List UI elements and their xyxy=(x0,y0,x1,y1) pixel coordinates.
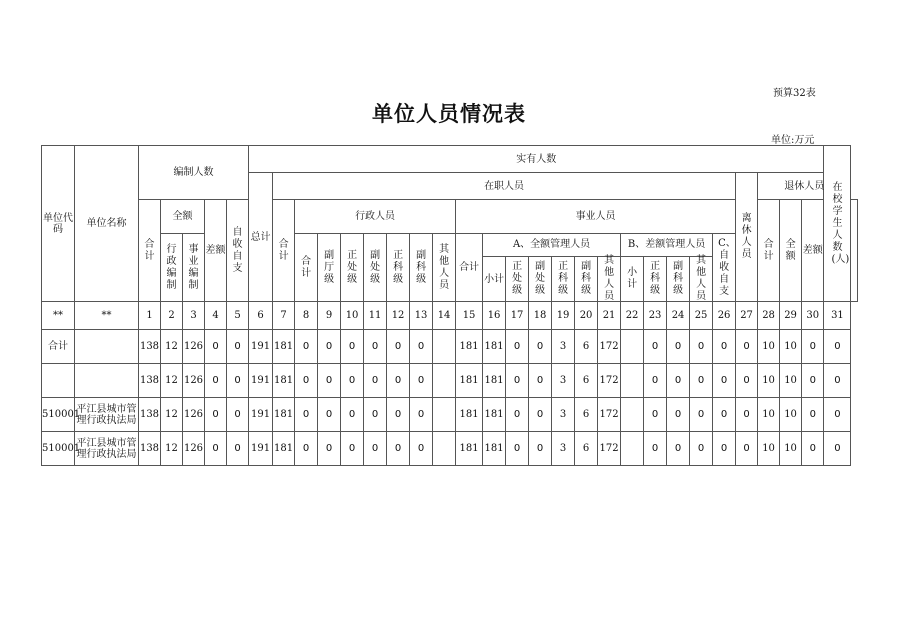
col-header-sy-heji: 合计 xyxy=(456,234,483,302)
column-number: 19 xyxy=(552,302,575,330)
table-cell: 0 xyxy=(667,330,690,364)
table-cell: 0 xyxy=(644,330,667,364)
table-cell: 0 xyxy=(802,432,824,466)
column-number: 27 xyxy=(736,302,758,330)
table-cell: 0 xyxy=(410,330,433,364)
table-cell: 10 xyxy=(758,330,780,364)
table-cell xyxy=(433,398,456,432)
column-number: 26 xyxy=(713,302,736,330)
table-cell: 0 xyxy=(644,398,667,432)
col-header-zhengchu: 正处级 xyxy=(347,249,358,285)
column-number: 12 xyxy=(387,302,410,330)
col-header-futing: 副厅级 xyxy=(324,249,335,285)
table-cell: 0 xyxy=(295,364,318,398)
col-header-a-group: A、全额管理人员 xyxy=(483,234,620,257)
column-number: 24 xyxy=(667,302,690,330)
table-cell: 0 xyxy=(506,432,529,466)
table-cell: 0 xyxy=(802,330,824,364)
col-header-zongji: 总计 xyxy=(249,173,273,302)
col-header-fuke: 副科级 xyxy=(416,249,427,285)
col-header-quane: 全额 xyxy=(161,200,205,234)
table-cell: 0 xyxy=(690,398,713,432)
table-cell: 6 xyxy=(575,432,598,466)
table-row xyxy=(42,330,858,364)
table-cell: 0 xyxy=(736,398,758,432)
table-cell: 0 xyxy=(205,398,227,432)
table-cell: 172 xyxy=(598,398,621,432)
col-header-xz-heji: 合计 xyxy=(301,255,312,279)
table-cell: 0 xyxy=(713,432,736,466)
col-header-a-zhengchu: 正处级 xyxy=(512,261,523,296)
table-cell: 0 xyxy=(736,432,758,466)
table-cell: 12 xyxy=(161,398,183,432)
table-cell: 10 xyxy=(758,364,780,398)
currency-unit: 单位:万元 xyxy=(771,135,815,146)
column-number-row xyxy=(42,302,858,330)
table-cell: 0 xyxy=(341,330,364,364)
column-number: 30 xyxy=(802,302,824,330)
table-cell: 0 xyxy=(205,364,227,398)
column-number: 18 xyxy=(529,302,552,330)
table-cell: 0 xyxy=(341,364,364,398)
column-number: 21 xyxy=(598,302,621,330)
table-cell: 10 xyxy=(780,330,802,364)
col-header-bianzhi: 编制人数 xyxy=(139,146,249,200)
table-cell: 0 xyxy=(364,432,387,466)
table-cell: 191 xyxy=(249,398,273,432)
column-number: 17 xyxy=(506,302,529,330)
col-header-heji: 合计 xyxy=(144,238,155,262)
table-row xyxy=(42,432,858,466)
table-cell: 0 xyxy=(387,364,410,398)
unit-name-cell: 平江县城市管理行政执法局 xyxy=(75,398,139,432)
table-cell xyxy=(621,432,644,466)
column-number: 13 xyxy=(410,302,433,330)
table-cell: 0 xyxy=(667,398,690,432)
col-header-chae: 差额 xyxy=(205,200,227,302)
table-cell: 0 xyxy=(410,398,433,432)
table-cell: 0 xyxy=(667,364,690,398)
table-cell: 6 xyxy=(575,364,598,398)
table-cell: 191 xyxy=(249,364,273,398)
table-cell: 3 xyxy=(552,364,575,398)
table-cell: 0 xyxy=(295,330,318,364)
table-cell: 181 xyxy=(456,398,483,432)
table-cell: 0 xyxy=(227,364,249,398)
table-cell: 172 xyxy=(598,432,621,466)
col-header-a-xiaoji: 小计 xyxy=(484,273,505,285)
table-cell: 181 xyxy=(483,398,506,432)
table-cell: 10 xyxy=(758,398,780,432)
col-header-unit-name: 单位名称 xyxy=(75,146,139,302)
column-number: 3 xyxy=(183,302,205,330)
table-cell xyxy=(433,330,456,364)
unit-name-cell xyxy=(75,330,139,364)
col-header-zaizhi-heji: 合计 xyxy=(278,238,289,262)
table-cell: 0 xyxy=(736,364,758,398)
col-header-a-zhengke: 正科级 xyxy=(558,261,569,296)
table-row xyxy=(42,364,858,398)
table-cell: 0 xyxy=(529,364,552,398)
table-cell: 10 xyxy=(780,398,802,432)
table-cell: 0 xyxy=(506,364,529,398)
table-cell: 138 xyxy=(139,398,161,432)
table-cell: 3 xyxy=(552,398,575,432)
column-number: 15 xyxy=(456,302,483,330)
table-cell xyxy=(621,330,644,364)
table-cell: 0 xyxy=(690,432,713,466)
table-cell: 126 xyxy=(183,432,205,466)
col-header-zaixiao: 在校学生人数(人) xyxy=(831,181,850,265)
table-cell: 181 xyxy=(456,364,483,398)
table-cell: 138 xyxy=(139,330,161,364)
unit-code-cell: 合计 xyxy=(42,330,75,364)
table-cell: 12 xyxy=(161,432,183,466)
table-cell: 0 xyxy=(205,432,227,466)
table-cell: 181 xyxy=(456,330,483,364)
table-cell: 0 xyxy=(318,330,341,364)
table-cell: 181 xyxy=(273,398,295,432)
col-header-c-group: C、自收自支 xyxy=(718,237,736,297)
column-number: 11 xyxy=(364,302,387,330)
col-header-tuixiu-quane: 全额 xyxy=(785,238,796,262)
table-cell: 181 xyxy=(483,364,506,398)
col-header-b-group: B、差额管理人员 xyxy=(621,234,712,257)
table-cell: 6 xyxy=(575,398,598,432)
col-header-shiye-staff: 事业人员 xyxy=(456,200,736,234)
table-cell: 0 xyxy=(364,398,387,432)
col-header-lixiu: 离休人员 xyxy=(741,213,752,260)
table-cell: 0 xyxy=(205,330,227,364)
table-cell: 0 xyxy=(529,330,552,364)
table-cell xyxy=(433,432,456,466)
table-cell: 0 xyxy=(364,364,387,398)
table-cell: 0 xyxy=(824,398,851,432)
unit-code-cell xyxy=(42,364,75,398)
col-header-zhengke: 正科级 xyxy=(393,249,404,285)
table-cell: 0 xyxy=(410,364,433,398)
table-cell: 0 xyxy=(529,432,552,466)
table-cell: 0 xyxy=(364,330,387,364)
column-number: 20 xyxy=(575,302,598,330)
column-number: 22 xyxy=(621,302,644,330)
col-header-qita: 其他人员 xyxy=(439,243,450,291)
table-cell xyxy=(433,364,456,398)
column-number: 31 xyxy=(824,302,851,330)
table-cell: 0 xyxy=(713,364,736,398)
col-header-a-fuchu: 副处级 xyxy=(535,261,546,296)
column-number: 8 xyxy=(295,302,318,330)
column-number: 16 xyxy=(483,302,506,330)
table-cell: 191 xyxy=(249,330,273,364)
table-cell: 0 xyxy=(824,364,851,398)
col-header-unit-code: 单位代码 xyxy=(42,146,75,302)
table-cell: 181 xyxy=(456,432,483,466)
col-header-tuixiu-chae: 差额 xyxy=(802,200,824,302)
form-code: 预算32表 xyxy=(773,88,816,99)
table-cell: 0 xyxy=(644,432,667,466)
col-header-xingzheng-staff: 行政人员 xyxy=(295,200,456,234)
table-cell: 10 xyxy=(780,364,802,398)
table-cell: 0 xyxy=(713,330,736,364)
table-cell: 126 xyxy=(183,330,205,364)
column-number: 1 xyxy=(139,302,161,330)
table-cell: 0 xyxy=(318,432,341,466)
column-number: 14 xyxy=(433,302,456,330)
table-cell: 181 xyxy=(483,432,506,466)
table-cell: 10 xyxy=(758,432,780,466)
column-number: 2 xyxy=(161,302,183,330)
column-number: 23 xyxy=(644,302,667,330)
column-number: 4 xyxy=(205,302,227,330)
table-cell: 6 xyxy=(575,330,598,364)
col-header-b-qita: 其他人员 xyxy=(696,255,707,302)
col-header-fuchu: 副处级 xyxy=(370,249,381,285)
column-number: 29 xyxy=(780,302,802,330)
table-row xyxy=(42,398,858,432)
table-cell: 0 xyxy=(824,432,851,466)
table-cell: 181 xyxy=(273,364,295,398)
table-cell: 126 xyxy=(183,364,205,398)
table-cell: 12 xyxy=(161,364,183,398)
table-cell: 172 xyxy=(598,364,621,398)
col-header-b-xiaoji: 小计 xyxy=(627,267,638,290)
col-header-shiyou: 实有人数 xyxy=(249,146,824,173)
table-cell: 0 xyxy=(644,364,667,398)
col-header-zaizhi: 在职人员 xyxy=(273,173,736,200)
col-header-a-fuke: 副科级 xyxy=(581,261,592,296)
table-cell: 0 xyxy=(802,398,824,432)
column-number: ** xyxy=(42,302,75,330)
table-cell: 10 xyxy=(780,432,802,466)
table-cell: 3 xyxy=(552,432,575,466)
table-cell: 181 xyxy=(483,330,506,364)
table-cell: 0 xyxy=(506,330,529,364)
unit-code-cell: 510001 xyxy=(42,398,75,432)
column-number: 7 xyxy=(273,302,295,330)
table-cell: 0 xyxy=(736,330,758,364)
table-cell: 0 xyxy=(802,364,824,398)
col-header-zishou: 自收自支 xyxy=(232,226,243,274)
table-cell: 0 xyxy=(410,432,433,466)
table-cell: 0 xyxy=(318,364,341,398)
table-cell: 0 xyxy=(713,398,736,432)
col-header-tuixiu: 退休人员 xyxy=(758,173,851,200)
table-cell xyxy=(621,364,644,398)
column-number: ** xyxy=(75,302,139,330)
table-cell: 0 xyxy=(341,432,364,466)
table-cell: 181 xyxy=(273,330,295,364)
column-number: 9 xyxy=(318,302,341,330)
table-cell: 0 xyxy=(506,398,529,432)
table-cell: 181 xyxy=(273,432,295,466)
col-header-b-zhengke: 正科级 xyxy=(650,261,661,296)
table-cell: 126 xyxy=(183,398,205,432)
table-cell: 0 xyxy=(387,330,410,364)
table-cell: 0 xyxy=(318,398,341,432)
table-cell: 0 xyxy=(387,398,410,432)
table-cell: 0 xyxy=(690,330,713,364)
unit-name-cell: 平江县城市管理行政执法局 xyxy=(75,432,139,466)
col-header-b-fuke: 副科级 xyxy=(673,261,684,296)
table-cell: 191 xyxy=(249,432,273,466)
table-cell: 138 xyxy=(139,432,161,466)
table-cell: 0 xyxy=(667,432,690,466)
column-number: 6 xyxy=(249,302,273,330)
table-cell: 12 xyxy=(161,330,183,364)
page-title: 单位人员情况表 xyxy=(372,101,526,126)
table-cell: 0 xyxy=(227,398,249,432)
column-number: 25 xyxy=(690,302,713,330)
col-header-tuixiu-heji: 合计 xyxy=(763,238,774,262)
unit-name-cell xyxy=(75,364,139,398)
table-cell: 0 xyxy=(529,398,552,432)
table-cell: 0 xyxy=(227,432,249,466)
table-cell: 0 xyxy=(295,432,318,466)
table-cell: 0 xyxy=(295,398,318,432)
table-cell: 0 xyxy=(387,432,410,466)
column-number: 28 xyxy=(758,302,780,330)
table-cell xyxy=(621,398,644,432)
table-cell: 0 xyxy=(824,330,851,364)
table-cell: 0 xyxy=(690,364,713,398)
unit-code-cell: 510001 xyxy=(42,432,75,466)
table-cell: 172 xyxy=(598,330,621,364)
column-number: 5 xyxy=(227,302,249,330)
table-cell: 138 xyxy=(139,364,161,398)
table-cell: 0 xyxy=(341,398,364,432)
table-cell: 0 xyxy=(227,330,249,364)
table-cell: 3 xyxy=(552,330,575,364)
col-header-a-qita: 其他人员 xyxy=(604,255,615,302)
col-header-xingzheng-bz: 行政编制 xyxy=(166,243,177,291)
col-header-shiye-bz: 事业编制 xyxy=(188,243,199,291)
column-number: 10 xyxy=(341,302,364,330)
personnel-table xyxy=(41,145,858,466)
